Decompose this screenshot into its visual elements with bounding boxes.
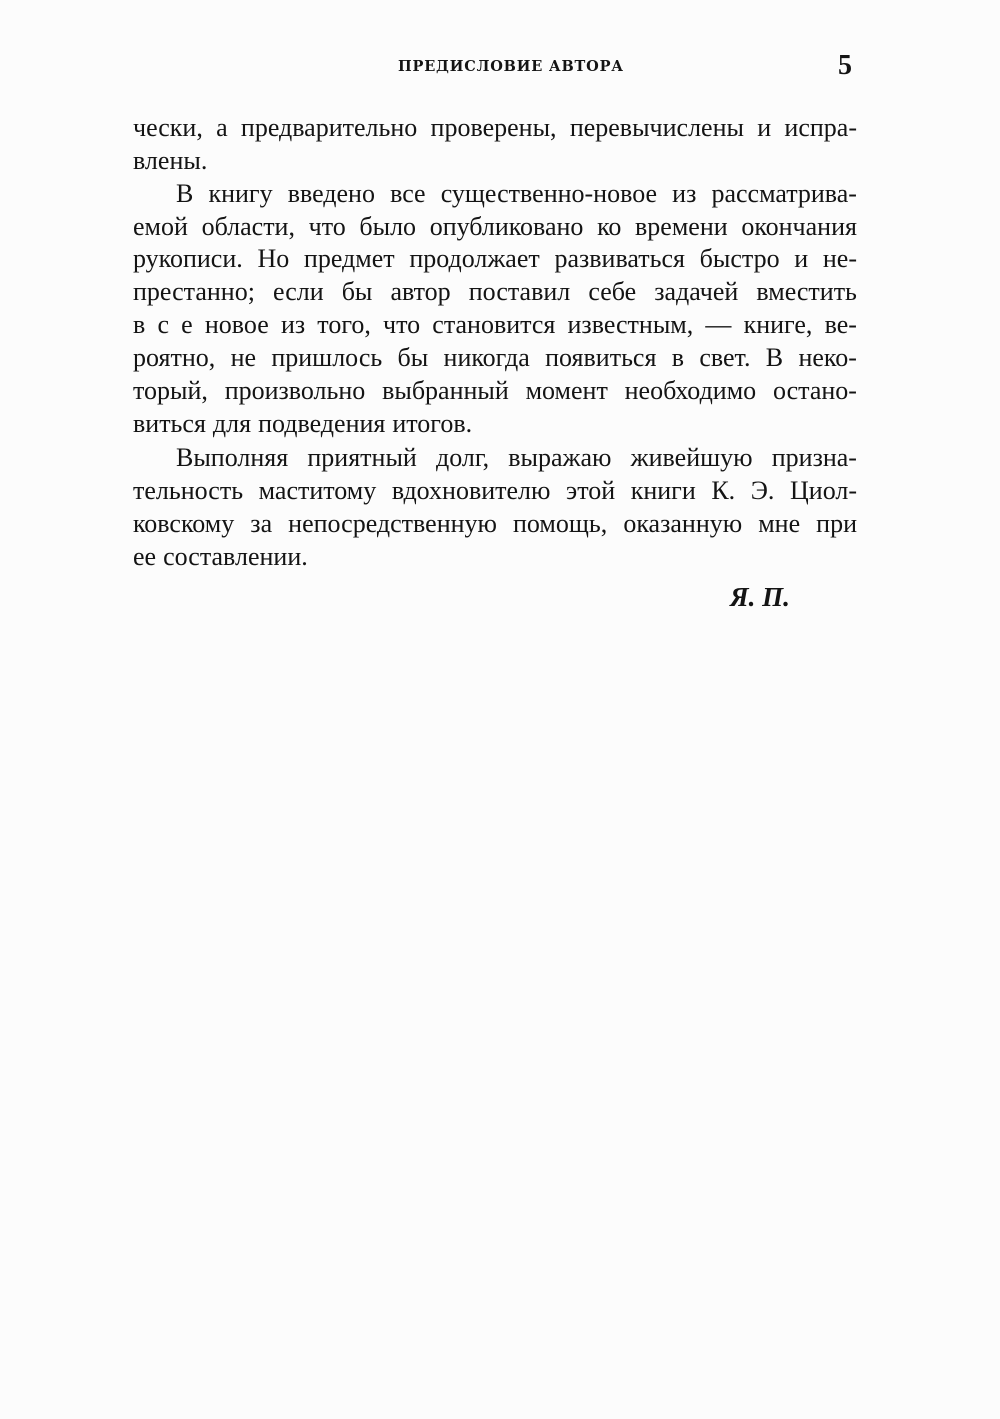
line-word: е	[181, 310, 193, 339]
line-word: с	[157, 310, 169, 339]
line-word: что	[383, 310, 421, 339]
line-word: если	[273, 277, 324, 306]
line-word: введено	[287, 179, 375, 208]
line-word: не-	[822, 244, 857, 273]
line-word: бы	[341, 277, 373, 306]
line-word: новое	[204, 310, 269, 339]
text-line	[133, 309, 857, 341]
line-word: Циол-	[790, 476, 857, 505]
line-word: из	[672, 179, 697, 208]
line-word: Но	[257, 244, 290, 273]
line-word: емой	[133, 212, 188, 241]
line-word: продолжает	[409, 244, 540, 273]
line-word: вместить	[756, 277, 857, 306]
text-line	[133, 112, 857, 144]
line-word: из	[280, 310, 306, 339]
line-word: мне	[758, 509, 801, 538]
line-word: Выполняя	[176, 443, 289, 472]
line-word: окончания	[741, 212, 857, 241]
line-word: книгу	[208, 179, 273, 208]
line-word: пришлось	[271, 343, 383, 372]
line-word: момент	[525, 376, 608, 405]
line-word: В	[176, 179, 194, 208]
line-word: при	[816, 509, 857, 538]
line-word: все	[390, 179, 426, 208]
text-line	[176, 442, 857, 474]
page-number: 5	[838, 50, 852, 81]
line-word: для	[212, 409, 252, 438]
text-line	[133, 145, 857, 177]
line-word: приятный	[307, 443, 417, 472]
line-word: предварительно	[240, 113, 418, 142]
line-word: развиваться	[554, 244, 685, 273]
line-word: за	[250, 509, 273, 538]
line-word: долг,	[436, 443, 490, 472]
line-word: времени	[635, 212, 728, 241]
line-word: свет.	[699, 343, 751, 372]
line-word: неко-	[798, 343, 857, 372]
line-word: области,	[201, 212, 295, 241]
text-line	[176, 178, 857, 210]
line-word: проверены,	[430, 113, 557, 142]
line-word: в	[671, 343, 685, 372]
line-word: ве-	[824, 310, 857, 339]
line-word: того,	[317, 310, 371, 339]
line-word: появиться	[545, 343, 657, 372]
text-line	[133, 541, 857, 573]
line-word: книги	[630, 476, 696, 505]
line-word: Э.	[750, 476, 775, 505]
line-word: не	[230, 343, 257, 372]
author-signature: Я. П.	[730, 582, 790, 612]
line-word: выбранный	[382, 376, 509, 405]
line-word: подведения	[258, 409, 386, 438]
text-line	[133, 276, 857, 308]
line-word: чески,	[133, 113, 203, 142]
line-word: ковскому	[133, 509, 235, 538]
line-word: поставил	[468, 277, 571, 306]
line-word: этой	[566, 476, 616, 505]
line-word: бы	[397, 343, 429, 372]
text-line	[133, 342, 857, 374]
line-word: автор	[390, 277, 451, 306]
line-word: произвольно	[224, 376, 366, 405]
line-word: роятно,	[133, 343, 216, 372]
line-word: в	[133, 310, 146, 339]
line-word: оказанную	[623, 509, 743, 538]
line-word: В	[765, 343, 784, 372]
line-word: К.	[711, 476, 736, 505]
line-word: никогда	[443, 343, 530, 372]
line-word: престанно;	[133, 277, 255, 306]
line-word: становится	[432, 310, 556, 339]
line-word: опубликовано	[429, 212, 584, 241]
line-word: книге,	[743, 310, 813, 339]
line-word: рассматрива-	[711, 179, 857, 208]
line-word: непосредственную	[288, 509, 497, 538]
line-word: перевычислены	[569, 113, 744, 142]
line-word: тельность	[133, 476, 244, 505]
text-line	[133, 475, 857, 507]
line-word: предмет	[303, 244, 395, 273]
line-word: что	[308, 212, 346, 241]
line-word: живейшую	[630, 443, 753, 472]
line-word: задачей	[654, 277, 739, 306]
line-word: выражаю	[508, 443, 612, 472]
line-word: было	[359, 212, 417, 241]
text-line	[133, 508, 857, 540]
line-word: и	[794, 244, 809, 273]
text-line	[133, 243, 857, 275]
line-word: а	[216, 113, 228, 142]
text-line	[133, 211, 857, 243]
line-word: помощь,	[513, 509, 608, 538]
line-word: составлении.	[163, 542, 308, 571]
line-word: рукописи.	[133, 244, 243, 273]
line-word: итогов.	[392, 409, 473, 438]
line-word: —	[705, 310, 732, 339]
line-word: необходимо	[624, 376, 757, 405]
text-line	[133, 408, 857, 440]
line-word: и	[757, 113, 772, 142]
text-line	[133, 375, 857, 407]
line-word: остано-	[772, 376, 857, 405]
line-word: быстро	[699, 244, 780, 273]
line-word: испра-	[784, 113, 857, 142]
line-word: виться	[133, 409, 206, 438]
line-word: вдохновителю	[391, 476, 551, 505]
running-head-title: ПРЕДИСЛОВИЕ АВТОРА	[398, 58, 624, 75]
line-word: существенно-новое	[440, 179, 658, 208]
line-word: маститому	[258, 476, 377, 505]
line-word: призна-	[771, 443, 857, 472]
line-word: влены.	[133, 146, 208, 175]
line-word: себе	[588, 277, 637, 306]
line-word: ее	[133, 542, 157, 571]
line-word: известным,	[567, 310, 694, 339]
line-word: торый,	[133, 376, 208, 405]
line-word: ко	[597, 212, 622, 241]
